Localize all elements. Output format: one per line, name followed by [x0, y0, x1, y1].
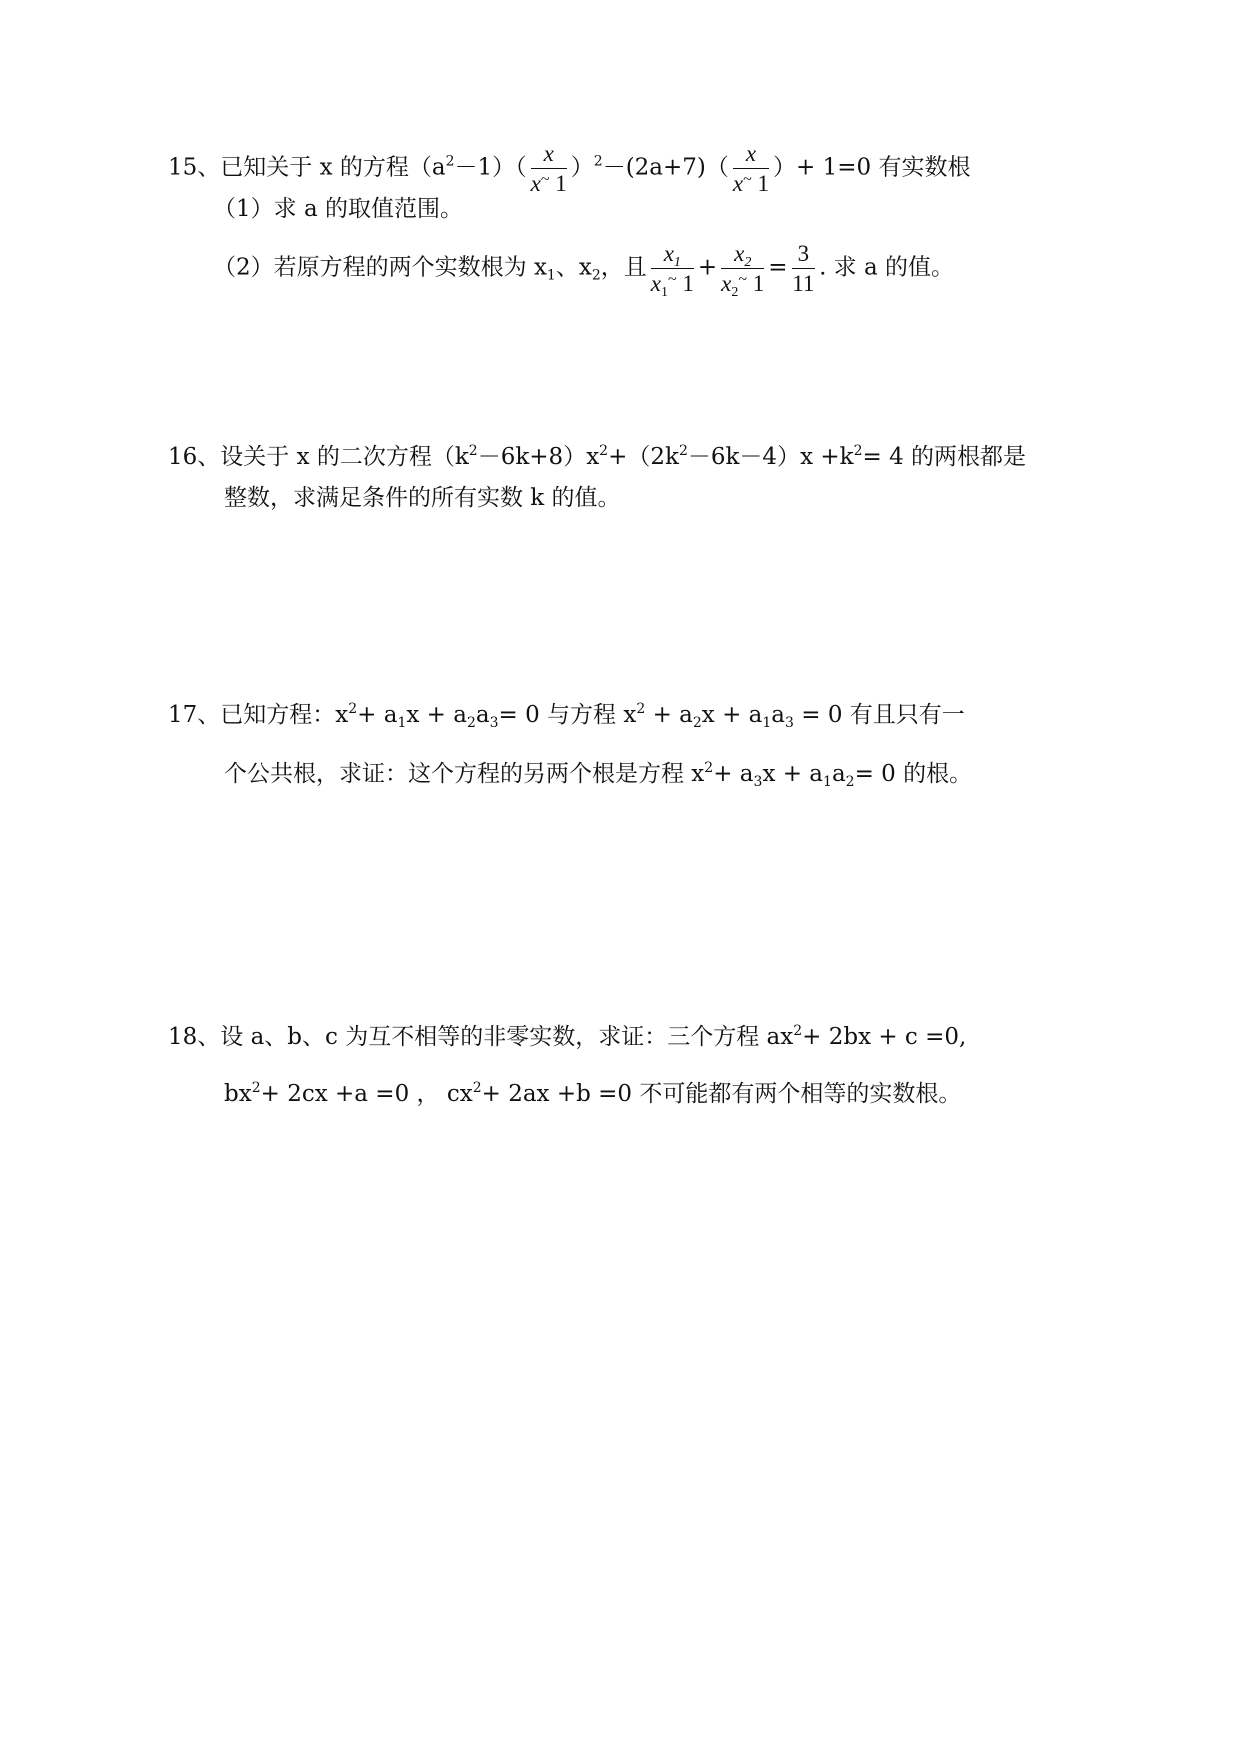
- p17-text: = 0 与方程 x: [498, 702, 637, 728]
- p15-part1-text: （1）求 a 的取值范围。: [213, 196, 463, 222]
- fraction-numerator: [721, 242, 764, 269]
- subscript: 2: [466, 715, 476, 731]
- p15-fraction-5: [792, 242, 816, 295]
- problem-16-line-2: [224, 487, 621, 510]
- p15-lead: 15、已知关于 x 的方程（a: [168, 154, 446, 181]
- p17-text: + a: [645, 702, 693, 728]
- fraction-denominator: [531, 169, 567, 195]
- num-var: x: [663, 241, 674, 266]
- plus-sign: +: [697, 254, 718, 281]
- superscript: 2: [853, 443, 863, 459]
- subscript: 2: [731, 285, 739, 300]
- den-var: x: [732, 171, 744, 196]
- subscript: 3: [785, 715, 794, 731]
- p15-fraction-4: [721, 241, 765, 300]
- fraction-denominator: [650, 269, 694, 300]
- p15-fraction-1: [531, 142, 567, 195]
- subscript: 2: [845, 774, 855, 790]
- problem-18-line-2: [224, 1080, 962, 1107]
- p17-text: 个公共根，求证：这个方程的另两个根是方程 x: [224, 761, 705, 787]
- p18-text: bx: [224, 1081, 252, 1107]
- p15-part2-tail: . 求 a 的值。: [819, 254, 955, 281]
- fraction-numerator: x: [531, 142, 567, 169]
- p17-text: a: [831, 761, 846, 787]
- problem-16-line-1: [168, 443, 1027, 470]
- fraction-denominator: [733, 169, 769, 195]
- p17-text: x + a: [406, 702, 467, 728]
- p16-text: 整数，求满足条件的所有实数 k 的值。: [224, 485, 621, 511]
- superscript: 2: [793, 1023, 803, 1039]
- problem-17-line-1: [168, 701, 965, 731]
- p18-text: + 2cx +a =0 ， cx: [260, 1081, 473, 1107]
- p17-text: x + a: [701, 702, 763, 728]
- den-var: x: [530, 171, 541, 196]
- den-tilde: ~: [667, 271, 677, 288]
- problem-18-line-1: [168, 1023, 967, 1050]
- den-const: 1: [682, 271, 694, 296]
- den-tilde: ~: [743, 171, 752, 188]
- equals-sign: =: [768, 254, 788, 281]
- p16-text: = 4 的两根都是: [862, 444, 1027, 470]
- p15-part2-text: 、x: [555, 254, 592, 281]
- p17-text: 17、已知方程：x: [168, 702, 349, 728]
- fraction-denominator: 11: [792, 271, 815, 296]
- problem-17-line-2: [224, 760, 973, 790]
- superscript: 2: [599, 443, 609, 459]
- p17-text: = 0 的根。: [854, 761, 973, 787]
- p16-text: －6k－4）x +k: [687, 444, 854, 470]
- p15-part2-text: ，且: [600, 254, 647, 281]
- subscript: 1: [397, 715, 407, 731]
- superscript: 2: [636, 701, 646, 717]
- subscript: 2: [692, 715, 702, 731]
- superscript: 2: [704, 760, 714, 776]
- p15-fraction-2: [733, 142, 769, 195]
- problem-15-part-2: [213, 241, 955, 300]
- den-const: 1: [757, 171, 770, 196]
- superscript: 2: [348, 701, 358, 717]
- fraction-denominator: [721, 269, 765, 300]
- subscript: 1: [823, 774, 832, 790]
- p15-part2-lead: （2）若原方程的两个实数根为 x: [213, 254, 547, 281]
- p15-text: －1）（: [454, 154, 527, 181]
- fraction-numerator: x: [733, 142, 769, 169]
- fraction-numerator: 3: [792, 242, 816, 269]
- den-tilde: ~: [738, 271, 748, 288]
- den-const: 1: [555, 171, 567, 196]
- superscript: 2: [678, 443, 688, 459]
- p15-exp: 2: [593, 153, 603, 170]
- subscript: 2: [591, 267, 601, 284]
- p16-text: +（2k: [608, 444, 679, 470]
- p16-text: －6k+8）x: [477, 444, 600, 470]
- subscript: 1: [660, 285, 668, 300]
- p17-text: + a: [357, 702, 398, 728]
- p17-text: x + a: [762, 761, 824, 787]
- den-const: 1: [752, 271, 765, 296]
- subscript: 2: [744, 255, 752, 270]
- superscript: 2: [251, 1080, 261, 1096]
- p15-fraction-3: [650, 241, 694, 300]
- superscript: 2: [468, 443, 478, 459]
- p18-text: + 2ax +b =0 不可能都有两个相等的实数根。: [481, 1081, 962, 1107]
- subscript: 1: [546, 267, 556, 284]
- p15-tail: ）+ 1=0 有实数根: [773, 154, 971, 181]
- p15-text: ）: [570, 154, 594, 181]
- superscript: 2: [472, 1080, 482, 1096]
- p17-text: a: [475, 702, 490, 728]
- den-var: x: [650, 271, 661, 296]
- subscript: 3: [753, 774, 763, 790]
- subscript: 1: [673, 255, 681, 270]
- fraction-numerator: [651, 242, 694, 269]
- p15-text: －(2a+7)（: [602, 154, 729, 181]
- p17-text: = 0 有且只有一: [793, 702, 965, 728]
- p18-text: 18、设 a、b、c 为互不相等的非零实数，求证：三个方程 ax: [168, 1024, 794, 1050]
- problem-15-line-1: [168, 142, 970, 195]
- p16-text: 16、设关于 x 的二次方程（k: [168, 444, 469, 470]
- p15-exp: 2: [445, 153, 455, 170]
- p17-text: + a: [713, 761, 754, 787]
- p18-text: + 2bx + c =0,: [802, 1024, 967, 1050]
- den-var: x: [721, 271, 732, 296]
- subscript: 1: [762, 715, 772, 731]
- num-var: x: [734, 241, 745, 266]
- den-tilde: ~: [540, 171, 550, 188]
- subscript: 3: [489, 715, 499, 731]
- problem-15-part-1: [213, 198, 463, 221]
- p17-text: a: [771, 702, 786, 728]
